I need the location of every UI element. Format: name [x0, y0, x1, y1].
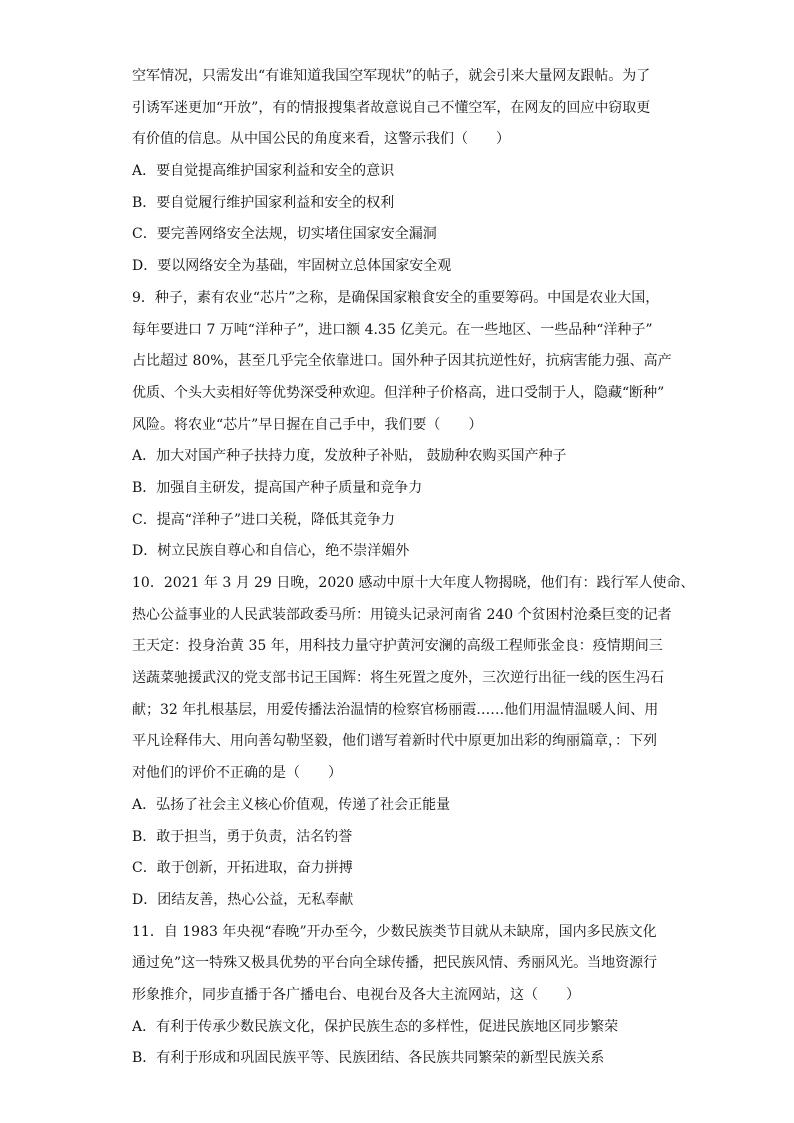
question-10-line: 10．2021 年 3 月 29 日晚，2020 感动中原十大年度人物揭晓，他们有：践行军人使命、: [132, 575, 695, 591]
option-c: C．要完善网络安全法规，切实堵住国家安全漏洞: [132, 226, 437, 243]
option-a: A．加大对国产种子扶持力度，发放种子补贴， 鼓励种农购买国产种子: [132, 448, 567, 465]
question-9-line: 占比超过 80%，甚至几乎完全依靠进口。国外种子因其抗逆性好，抗病害能力强、高产: [132, 353, 672, 370]
option-d: D．树立民族自尊心和自信心，绝不崇洋媚外: [132, 543, 410, 560]
option-c: C．敢于创新，开拓进取，奋力拼搏: [132, 860, 353, 877]
passage-line: 空军情况，只需发出“有谁知道我国空军现状”的帖子，就会引来大量网友跟帖。为了: [132, 68, 651, 84]
question-10-line: 王天定：投身治黄 35 年，用科技力量守护黄河安澜的高级工程师张金良：疫情期间三: [132, 638, 663, 655]
question-11-line: 形象推介，同步直播于各广播电台、电视台及各大主流网站，这（ ）: [132, 986, 580, 1003]
option-b: B．有利于形成和巩固民族平等、民族团结、各民族共同繁荣的新型民族关系: [132, 1050, 605, 1067]
question-10-line: 热心公益事业的人民武装部政委马所：用镜头记录河南省 240 个贫困村沧桑巨变的记者: [132, 606, 672, 623]
question-9-line: 风险。将农业“芯片”早日握在自己手中，我们要（ ）: [132, 416, 483, 433]
question-11-line: 通过免”这一特殊又极具优势的平台向全球传播，把民族风情、秀丽风光。当地资源行: [132, 955, 658, 972]
question-stem-line: 有价值的信息。从中国公民的角度来看，这警示我们（ ）: [132, 131, 510, 148]
option-b: B．敢于担当，勇于负责，沽名钓誉: [132, 828, 353, 845]
option-c: C．提高“洋种子”进口关税，降低其竞争力: [132, 511, 396, 528]
question-10-line: 对他们的评价不正确的是（ ）: [132, 765, 342, 782]
option-a: A．有利于传承少数民族文化，保护民族生态的多样性，促进民族地区同步繁荣: [132, 1018, 619, 1035]
question-9-line: 每年要进口 7 万吨“洋种子”，进口额 4.35 亿美元。在一些地区、一些品种“洋种子”: [132, 321, 653, 338]
question-9-line: 优质、个头大卖相好等优势深受种欢迎。但洋种子价格高，进口受制于人，隐藏“断种”: [132, 384, 665, 401]
option-d: D．团结友善，热心公益，无私奉献: [132, 891, 354, 908]
question-10-line: 平凡诠释伟大、用向善勾勒坚毅，他们谱写着新时代中原更加出彩的绚丽篇章，：下列: [132, 733, 657, 750]
option-b: B．加强自主研发，提高国产种子质量和竞争力: [132, 479, 423, 496]
option-b: B．要自觉履行维护国家利益和安全的权利: [132, 194, 395, 211]
option-a: A．弘扬了社会主义核心价值观，传递了社会正能量: [132, 796, 451, 813]
question-10-line: 送蔬菜驰援武汉的党支部书记王国辉：将生死置之度外，三次逆行出征一线的医生冯石: [132, 670, 664, 687]
document-page: [132, 61, 695, 1075]
question-10-line: 献；32 年扎根基层，用爱传播法治温情的检察官杨丽霞……他们用温情温暖人间、用: [132, 701, 659, 718]
question-9-line: 9．种子，素有农业“芯片”之称，是确保国家粮食安全的重要筹码。中国是农业大国，: [132, 289, 660, 306]
option-d: D．要以网络安全为基础，牢固树立总体国家安全观: [132, 258, 452, 275]
option-a: A．要自觉提高维护国家利益和安全的意识: [132, 163, 395, 180]
passage-line: 引诱军迷更加“开放”，有的情报搜集者故意说自己不懂空军，在网友的回应中窃取更: [132, 99, 651, 116]
question-11-line: 11．自 1983 年央视“春晚”开办至今，少数民族类节目就从未缺席，国内多民族文化: [132, 923, 657, 940]
